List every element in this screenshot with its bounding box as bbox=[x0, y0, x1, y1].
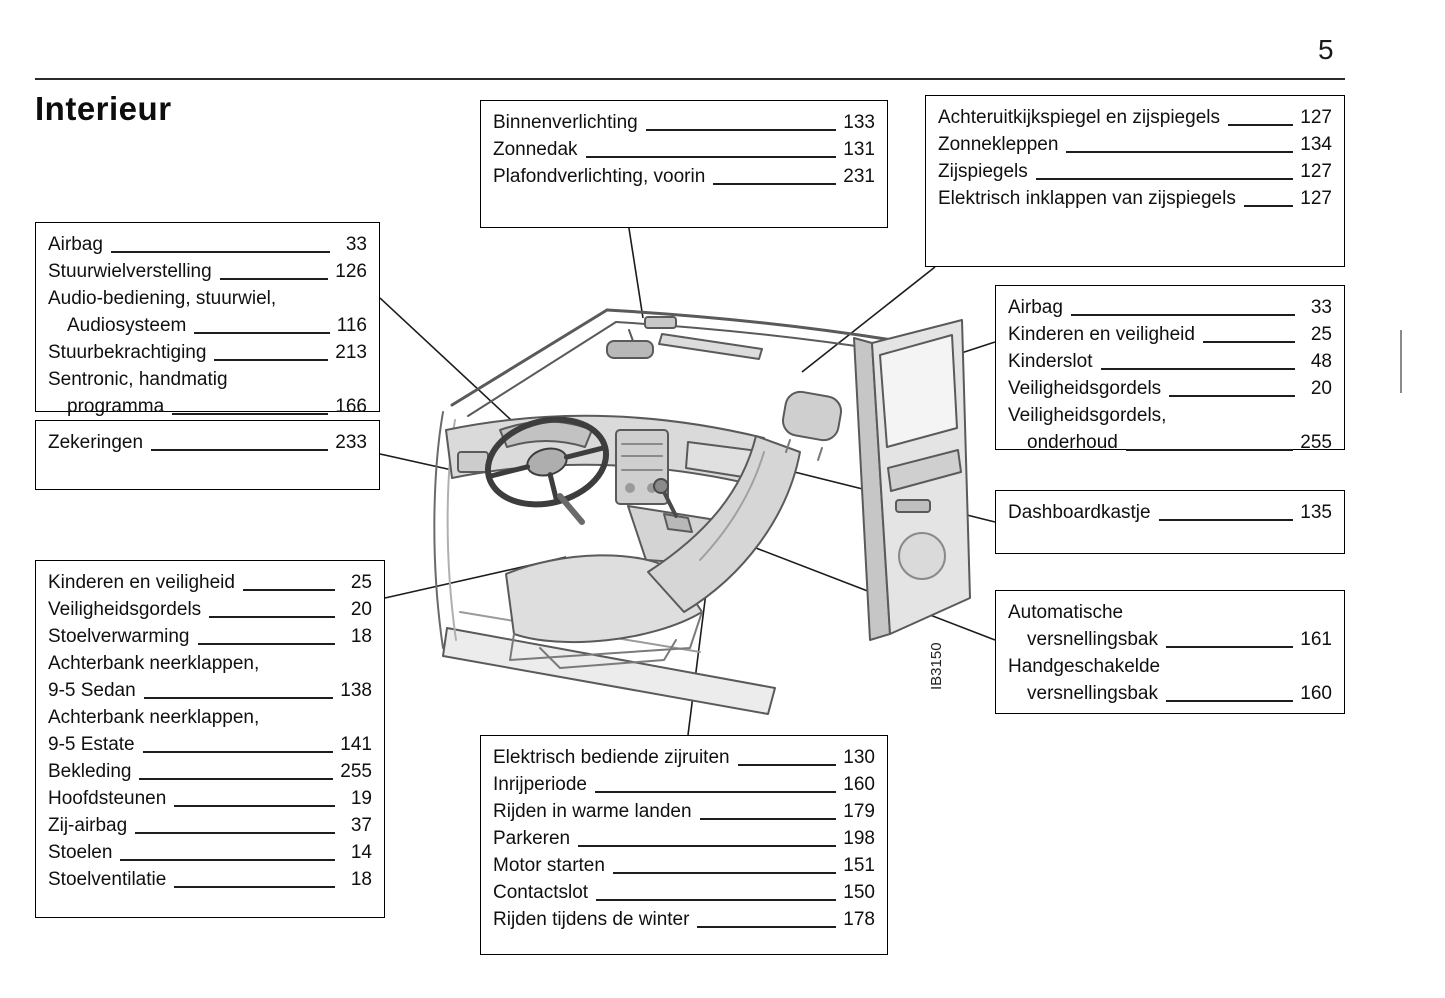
entry-label: Stuurbekrachtiging bbox=[48, 342, 207, 363]
entry-label: onderhoud bbox=[1027, 432, 1118, 453]
leader-line bbox=[578, 845, 836, 847]
entry-label: Rijden tijdens de winter bbox=[493, 909, 690, 930]
door-window bbox=[880, 335, 957, 447]
leader-line bbox=[1228, 124, 1293, 126]
index-entry bbox=[938, 158, 1332, 185]
entry-page-number: 130 bbox=[843, 747, 875, 768]
leader-line bbox=[1071, 314, 1295, 316]
callout-connector-line bbox=[380, 298, 524, 432]
index-entry bbox=[1008, 626, 1332, 653]
figure-code: IB3150 bbox=[928, 642, 945, 690]
leader-line bbox=[1036, 178, 1294, 180]
index-entry bbox=[48, 785, 372, 812]
window-switches bbox=[896, 500, 930, 512]
page-number: 5 bbox=[1318, 34, 1334, 65]
entry-page-number: 160 bbox=[843, 774, 875, 795]
entry-label: Stoelventilatie bbox=[48, 869, 167, 890]
callout-box-steering-controls bbox=[35, 222, 380, 417]
entry-label: Rijden in warme landen bbox=[493, 801, 692, 822]
leader-line bbox=[243, 589, 335, 591]
callout-connector-line bbox=[628, 222, 643, 318]
index-entry bbox=[493, 852, 875, 879]
entry-label: 9-5 Estate bbox=[48, 734, 135, 755]
leader-line bbox=[738, 764, 837, 766]
entry-page-number: 138 bbox=[340, 680, 372, 701]
entry-label: Elektrisch bediende zijruiten bbox=[493, 747, 730, 768]
index-entry bbox=[48, 366, 367, 393]
index-entry bbox=[48, 758, 372, 785]
index-entry bbox=[48, 812, 372, 839]
entry-page-number: 233 bbox=[335, 432, 367, 453]
leader-line bbox=[151, 449, 328, 451]
entry-page-number: 198 bbox=[843, 828, 875, 849]
entry-label: Stuurwielverstelling bbox=[48, 261, 212, 282]
entry-page-number: 213 bbox=[335, 342, 367, 363]
index-entry bbox=[938, 185, 1332, 212]
overhead-console bbox=[645, 317, 676, 328]
entry-page-number: 20 bbox=[1310, 378, 1332, 399]
leader-line bbox=[143, 751, 334, 753]
entry-label: Stoelen bbox=[48, 842, 113, 863]
entry-label: Achterbank neerklappen, bbox=[48, 653, 260, 674]
fuse-panel bbox=[458, 452, 488, 472]
entry-label: Zekeringen bbox=[48, 432, 144, 453]
index-entry bbox=[48, 258, 367, 285]
callout-box-safety bbox=[995, 285, 1345, 453]
index-entry bbox=[1008, 402, 1332, 429]
index-entry bbox=[1008, 499, 1332, 526]
entry-page-number: 126 bbox=[335, 261, 367, 282]
entry-label: Zij-airbag bbox=[48, 815, 128, 836]
entry-label: Plafondverlichting, voorin bbox=[493, 166, 706, 187]
entry-label: Dashboardkastje bbox=[1008, 502, 1151, 523]
car-drawing bbox=[434, 310, 970, 714]
entry-label: Kinderen en veiligheid bbox=[1008, 324, 1195, 345]
index-entry bbox=[48, 839, 372, 866]
leader-line bbox=[174, 805, 335, 807]
index-entry bbox=[938, 104, 1332, 131]
leader-line bbox=[1066, 151, 1293, 153]
entry-label: versnellingsbak bbox=[1027, 683, 1158, 704]
leader-line bbox=[209, 616, 335, 618]
entry-label: Zonnedak bbox=[493, 139, 578, 160]
leader-line bbox=[595, 791, 836, 793]
entry-label: Zonnekleppen bbox=[938, 134, 1059, 155]
leader-line bbox=[111, 251, 330, 253]
leader-line bbox=[1166, 646, 1293, 648]
index-entry bbox=[48, 569, 372, 596]
index-entry bbox=[48, 285, 367, 312]
callout-box-glovebox bbox=[995, 490, 1345, 554]
index-entry bbox=[48, 623, 372, 650]
index-entry bbox=[48, 596, 372, 623]
index-entry bbox=[493, 136, 875, 163]
entry-page-number: 134 bbox=[1300, 134, 1332, 155]
index-entry bbox=[1008, 599, 1332, 626]
entry-label: Audio-bediening, stuurwiel, bbox=[48, 288, 277, 309]
index-entry bbox=[48, 312, 367, 339]
entry-page-number: 127 bbox=[1300, 188, 1332, 209]
entry-page-number: 131 bbox=[843, 139, 875, 160]
entry-page-number: 33 bbox=[345, 234, 367, 255]
index-entry bbox=[493, 906, 875, 933]
index-entry bbox=[1008, 294, 1332, 321]
entry-page-number: 37 bbox=[350, 815, 372, 836]
sun-visor bbox=[659, 334, 762, 359]
leader-line bbox=[120, 859, 335, 861]
index-entry bbox=[48, 650, 372, 677]
index-entry bbox=[493, 109, 875, 136]
index-entry bbox=[48, 704, 372, 731]
entry-label: 9-5 Sedan bbox=[48, 680, 136, 701]
entry-label: Veiligheidsgordels bbox=[48, 599, 202, 620]
entry-page-number: 48 bbox=[1310, 351, 1332, 372]
entry-page-number: 18 bbox=[350, 626, 372, 647]
entry-page-number: 133 bbox=[843, 112, 875, 133]
index-entry bbox=[1008, 321, 1332, 348]
entry-page-number: 14 bbox=[350, 842, 372, 863]
entry-label: Motor starten bbox=[493, 855, 605, 876]
entry-label: Airbag bbox=[1008, 297, 1063, 318]
entry-page-number: 25 bbox=[1310, 324, 1332, 345]
index-entry bbox=[1008, 653, 1332, 680]
index-entry bbox=[493, 825, 875, 852]
entry-page-number: 25 bbox=[350, 572, 372, 593]
entry-page-number: 178 bbox=[843, 909, 875, 930]
leader-line bbox=[135, 832, 335, 834]
leader-line bbox=[1101, 368, 1296, 370]
leader-line bbox=[1126, 449, 1293, 451]
callout-box-gearbox bbox=[995, 590, 1345, 714]
leader-line bbox=[1169, 395, 1295, 397]
index-entry bbox=[493, 163, 875, 190]
leader-line bbox=[586, 156, 837, 158]
index-entry bbox=[493, 744, 875, 771]
entry-page-number: 141 bbox=[340, 734, 372, 755]
entry-label: Audiosysteem bbox=[67, 315, 187, 336]
entry-label: Handgeschakelde bbox=[1008, 656, 1161, 677]
door-edge-left bbox=[434, 412, 443, 648]
index-entry bbox=[1008, 375, 1332, 402]
entry-label: Sentronic, handmatig bbox=[48, 369, 228, 390]
leader-line bbox=[194, 332, 329, 334]
callout-box-mirrors-visors bbox=[925, 95, 1345, 267]
leader-line bbox=[139, 778, 333, 780]
leader-line bbox=[174, 886, 335, 888]
entry-page-number: 151 bbox=[843, 855, 875, 876]
leader-line bbox=[172, 413, 328, 415]
entry-page-number: 19 bbox=[350, 788, 372, 809]
index-entry bbox=[48, 429, 367, 456]
entry-label: Parkeren bbox=[493, 828, 571, 849]
entry-label: Bekleding bbox=[48, 761, 132, 782]
leader-line bbox=[1244, 205, 1293, 207]
index-entry bbox=[48, 731, 372, 758]
leader-line bbox=[713, 183, 836, 185]
leader-line bbox=[596, 899, 836, 901]
entry-label: Hoofdsteunen bbox=[48, 788, 167, 809]
entry-page-number: 166 bbox=[335, 396, 367, 417]
leader-line bbox=[613, 872, 836, 874]
index-entry bbox=[48, 393, 367, 420]
entry-label: Stoelverwarming bbox=[48, 626, 190, 647]
entry-page-number: 20 bbox=[350, 599, 372, 620]
entry-page-number: 135 bbox=[1300, 502, 1332, 523]
entry-label: Airbag bbox=[48, 234, 103, 255]
entry-label: Kinderen en veiligheid bbox=[48, 572, 235, 593]
entry-label: Zijspiegels bbox=[938, 161, 1028, 182]
entry-label: Veiligheidsgordels bbox=[1008, 378, 1162, 399]
entry-page-number: 18 bbox=[350, 869, 372, 890]
leader-line bbox=[700, 818, 837, 820]
leader-line bbox=[220, 278, 329, 280]
entry-page-number: 150 bbox=[843, 882, 875, 903]
entry-page-number: 127 bbox=[1300, 107, 1332, 128]
index-entry bbox=[493, 879, 875, 906]
leader-line bbox=[1203, 341, 1295, 343]
index-entry bbox=[493, 798, 875, 825]
entry-page-number: 179 bbox=[843, 801, 875, 822]
page-title: Interieur bbox=[35, 90, 172, 127]
callout-box-interior-lighting bbox=[480, 100, 888, 228]
entry-page-number: 161 bbox=[1300, 629, 1332, 650]
entry-label: Elektrisch inklappen van zijspiegels bbox=[938, 188, 1236, 209]
index-entry bbox=[1008, 680, 1332, 707]
leader-line bbox=[1159, 519, 1294, 521]
entry-label: Achterbank neerklappen, bbox=[48, 707, 260, 728]
entry-label: programma bbox=[67, 396, 165, 417]
entry-label: versnellingsbak bbox=[1027, 629, 1158, 650]
callout-box-driving bbox=[480, 735, 888, 955]
index-entry bbox=[1008, 348, 1332, 375]
leader-line bbox=[198, 643, 336, 645]
entry-label: Automatische bbox=[1008, 602, 1124, 623]
leader-line bbox=[646, 129, 837, 131]
index-entry bbox=[938, 131, 1332, 158]
callout-box-fuses bbox=[35, 420, 380, 490]
entry-label: Binnenverlichting bbox=[493, 112, 638, 133]
index-entry bbox=[48, 339, 367, 366]
leader-line bbox=[214, 359, 328, 361]
entry-label: Achteruitkijkspiegel en zijspiegels bbox=[938, 107, 1220, 128]
rearview-mirror bbox=[607, 341, 653, 358]
leader-line bbox=[1166, 700, 1293, 702]
windshield-inner bbox=[468, 322, 616, 416]
entry-page-number: 255 bbox=[1300, 432, 1332, 453]
gear-knob bbox=[654, 479, 668, 493]
index-entry bbox=[48, 231, 367, 258]
index-entry bbox=[48, 677, 372, 704]
entry-label: Veiligheidsgordels, bbox=[1008, 405, 1167, 426]
a-pillar bbox=[452, 310, 607, 405]
climate-knob bbox=[625, 483, 635, 493]
entry-page-number: 255 bbox=[340, 761, 372, 782]
entry-label: Contactslot bbox=[493, 882, 589, 903]
entry-page-number: 160 bbox=[1300, 683, 1332, 704]
door-speaker bbox=[899, 533, 945, 579]
callout-connector-line bbox=[380, 454, 452, 470]
headrest bbox=[781, 389, 844, 442]
mirror-stem bbox=[629, 330, 633, 341]
index-entry bbox=[493, 771, 875, 798]
callout-box-seats bbox=[35, 560, 385, 918]
entry-label: Kinderslot bbox=[1008, 351, 1093, 372]
index-entry bbox=[48, 866, 372, 893]
entry-page-number: 231 bbox=[843, 166, 875, 187]
entry-page-number: 127 bbox=[1300, 161, 1332, 182]
entry-page-number: 116 bbox=[336, 315, 367, 336]
leader-line bbox=[697, 926, 836, 928]
index-entry bbox=[1008, 429, 1332, 456]
entry-label: Inrijperiode bbox=[493, 774, 587, 795]
entry-page-number: 33 bbox=[1310, 297, 1332, 318]
leader-line bbox=[144, 697, 334, 699]
